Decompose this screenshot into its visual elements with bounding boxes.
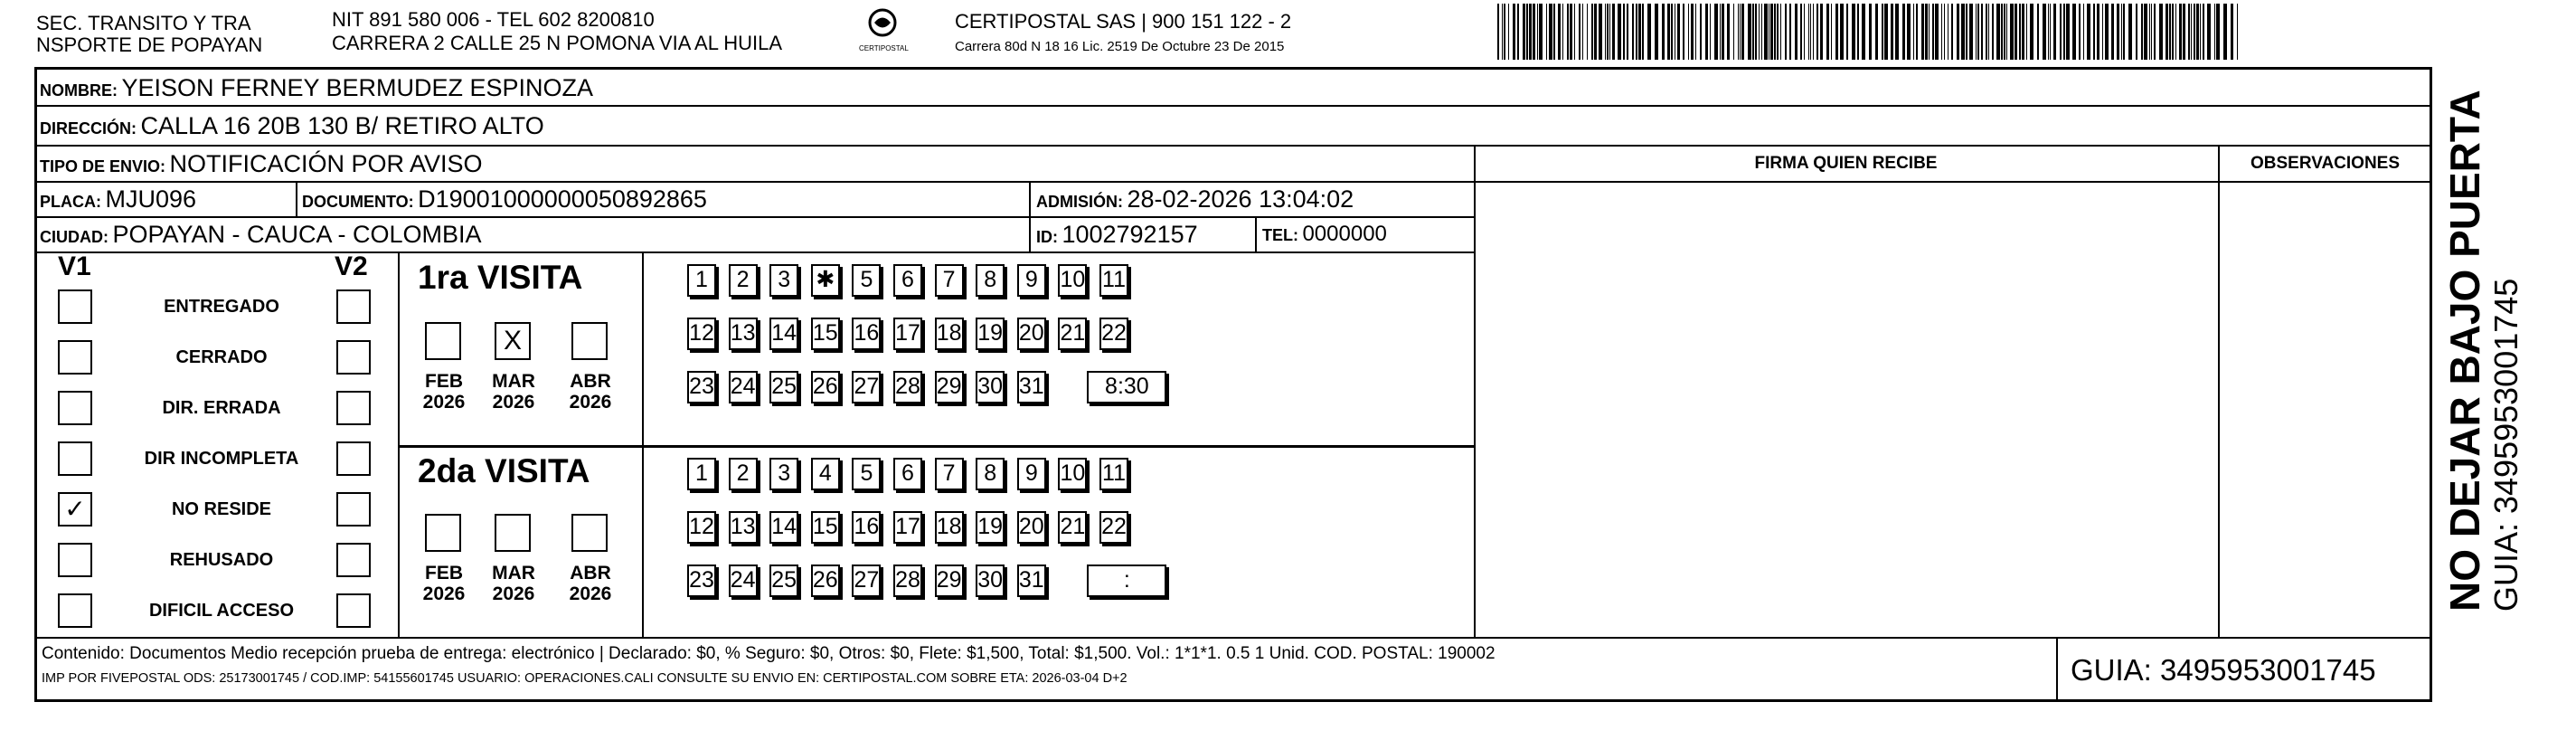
observaciones-column-header: OBSERVACIONES [2250, 154, 2401, 173]
id-label: ID: [1036, 228, 1058, 246]
day-box[interactable]: ✱ [811, 264, 840, 297]
status-label: DIR. ERRADA [162, 398, 281, 418]
day-box[interactable]: 12 [687, 318, 716, 350]
placa-value: MJU096 [105, 185, 196, 213]
sender-name-line1: SEC. TRANSITO Y TRA [36, 12, 251, 34]
month-name: ABR [570, 371, 611, 392]
day-box[interactable]: 28 [893, 371, 922, 403]
month-checkbox[interactable] [495, 514, 531, 552]
documento-value: D19001000000050892865 [418, 185, 707, 213]
month-name: MAR [492, 563, 535, 583]
side-warning: NO DEJAR BAJO PUERTA [2441, 90, 2488, 612]
documento-label: DOCUMENTO: [302, 193, 414, 211]
day-box[interactable]: 20 [1017, 318, 1046, 350]
v2-checkbox[interactable] [336, 289, 371, 324]
month-year: 2026 [422, 583, 466, 604]
day-box[interactable]: 17 [893, 511, 922, 544]
v2-checkbox[interactable] [336, 543, 371, 577]
day-box[interactable]: 8 [976, 458, 1005, 490]
month-checkbox[interactable] [571, 514, 608, 552]
barcode [1497, 4, 2248, 60]
v1-checkbox[interactable]: ✓ [58, 492, 92, 527]
day-box[interactable]: 19 [976, 318, 1005, 350]
time-box[interactable]: : [1087, 564, 1166, 597]
v2-checkbox[interactable] [336, 593, 371, 628]
ciudad-value: POPAYAN - CAUCA - COLOMBIA [112, 221, 482, 248]
day-box[interactable]: 8 [976, 264, 1005, 297]
id-value: 1002792157 [1062, 221, 1198, 248]
day-box[interactable]: 31 [1017, 371, 1046, 403]
v1-checkbox[interactable] [58, 289, 92, 324]
day-box[interactable]: 29 [935, 564, 964, 597]
v1-checkbox[interactable] [58, 543, 92, 577]
direccion-field [40, 110, 544, 146]
visit1-title: 1ra VISITA [418, 259, 583, 296]
day-box[interactable]: 13 [729, 511, 758, 544]
day-box[interactable]: 14 [769, 318, 798, 350]
day-box[interactable]: 5 [852, 264, 881, 297]
day-box[interactable]: 31 [1017, 564, 1046, 597]
day-box[interactable]: 9 [1017, 458, 1046, 490]
tel-label: TEL: [1262, 226, 1298, 244]
tipo-value: NOTIFICACIÓN POR AVISO [169, 150, 483, 177]
day-box[interactable]: 24 [729, 371, 758, 403]
v2-checkbox[interactable] [336, 492, 371, 527]
month-name: ABR [570, 563, 611, 583]
day-box[interactable]: 6 [893, 458, 922, 490]
day-box[interactable]: 15 [811, 511, 840, 544]
status-label: DIR INCOMPLETA [144, 449, 299, 469]
day-box[interactable]: 23 [687, 371, 716, 403]
day-box[interactable]: 18 [935, 318, 964, 350]
day-box[interactable]: 21 [1058, 511, 1087, 544]
certipostal-logo [859, 7, 909, 54]
v2-header: V2 [335, 251, 368, 281]
v2-checkbox[interactable] [336, 441, 371, 476]
ciudad-label: CIUDAD: [40, 228, 109, 246]
day-box[interactable]: 30 [976, 371, 1005, 403]
day-box[interactable]: 16 [852, 511, 881, 544]
sender-name-line2: NSPORTE DE POPAYAN [36, 33, 263, 56]
day-box[interactable]: 3 [769, 458, 798, 490]
day-box[interactable]: 24 [729, 564, 758, 597]
month-label [412, 371, 476, 413]
day-box[interactable]: 2 [729, 458, 758, 490]
day-box[interactable]: 1 [687, 458, 716, 490]
month-year: 2026 [492, 583, 535, 604]
tipo-field [40, 148, 483, 184]
day-box[interactable]: 5 [852, 458, 881, 490]
v1-checkbox[interactable] [58, 391, 92, 425]
day-box[interactable]: 23 [687, 564, 716, 597]
footer-guia: GUIA: 3495953001745 [2071, 653, 2376, 687]
day-box[interactable]: 15 [811, 318, 840, 350]
certipostal-logo-icon [859, 7, 906, 40]
company-address: Carrera 80d N 18 16 Lic. 2519 De Octubre 23 De 2015 [955, 39, 1285, 54]
admision-label: ADMISIÓN: [1036, 193, 1123, 211]
v1-checkbox[interactable] [58, 593, 92, 628]
direccion-value: CALLA 16 20B 130 B/ RETIRO ALTO [140, 112, 544, 139]
day-box[interactable]: 7 [935, 264, 964, 297]
month-checkbox[interactable] [425, 514, 461, 552]
month-year: 2026 [569, 583, 612, 604]
placa-field [40, 184, 196, 219]
day-box[interactable]: 2 [729, 264, 758, 297]
day-box[interactable]: 16 [852, 318, 881, 350]
month-label [559, 371, 622, 413]
day-box[interactable]: 29 [935, 371, 964, 403]
day-box[interactable]: 27 [852, 564, 881, 597]
status-label: CERRADO [175, 347, 268, 367]
day-box[interactable]: 26 [811, 371, 840, 403]
day-box[interactable]: 7 [935, 458, 964, 490]
month-name: FEB [425, 563, 463, 583]
placa-label: PLACA: [40, 193, 101, 211]
day-box[interactable]: 14 [769, 511, 798, 544]
v2-checkbox[interactable] [336, 340, 371, 375]
ciudad-field [40, 219, 482, 254]
day-box[interactable]: 28 [893, 564, 922, 597]
day-box[interactable]: 13 [729, 318, 758, 350]
status-label: DIFICIL ACCESO [148, 601, 294, 621]
footer-contents: Contenido: Documentos Medio recepción prueba de entrega: electrónico | Declarado: $0, % Seguro: $0, Otros: $0, Flete: $1,500, Total: $1,500. Vol.: 1*1*1. 0.5 1 Unid. COD. POSTAL: 190002 [42, 644, 1496, 663]
month-label [412, 563, 476, 604]
id-field [1036, 219, 1198, 254]
month-checkbox[interactable] [425, 322, 461, 360]
month-checkbox[interactable]: X [495, 322, 531, 360]
direccion-label: DIRECCIÓN: [40, 119, 137, 138]
tipo-label: TIPO DE ENVIO: [40, 157, 166, 176]
month-name: FEB [425, 371, 463, 392]
nombre-label: NOMBRE: [40, 81, 118, 100]
month-label [482, 371, 545, 413]
day-box[interactable]: 21 [1058, 318, 1087, 350]
admision-field [1036, 184, 1354, 219]
month-year: 2026 [422, 392, 466, 413]
day-box[interactable]: 12 [687, 511, 716, 544]
day-box[interactable]: 6 [893, 264, 922, 297]
firma-column-header: FIRMA QUIEN RECIBE [1754, 154, 1938, 173]
status-label: ENTREGADO [164, 297, 279, 317]
visit2-title: 2da VISITA [418, 452, 590, 489]
day-box[interactable]: 17 [893, 318, 922, 350]
day-box[interactable]: 30 [976, 564, 1005, 597]
barcode-bar [2238, 4, 2240, 60]
nombre-value: YEISON FERNEY BERMUDEZ ESPINOZA [121, 74, 594, 101]
day-box[interactable]: 26 [811, 564, 840, 597]
time-box[interactable]: 8:30 [1087, 371, 1166, 403]
day-box[interactable]: 11 [1099, 458, 1128, 490]
v1-checkbox[interactable] [58, 340, 92, 375]
company-line: CERTIPOSTAL SAS | 900 151 122 - 2 [955, 10, 1292, 33]
month-year: 2026 [492, 392, 535, 413]
day-box[interactable]: 22 [1099, 511, 1128, 544]
day-box[interactable]: 3 [769, 264, 798, 297]
v2-checkbox[interactable] [336, 391, 371, 425]
day-box[interactable]: 25 [769, 564, 798, 597]
day-box[interactable]: 20 [1017, 511, 1046, 544]
documento-field [302, 184, 707, 219]
day-box[interactable]: 4 [811, 458, 840, 490]
logo-text: CERTIPOSTAL [859, 44, 909, 52]
day-box[interactable]: 10 [1058, 458, 1087, 490]
side-guia: GUIA: 3495953001745 [2487, 278, 2524, 612]
month-name: MAR [492, 371, 535, 392]
day-box[interactable]: 27 [852, 371, 881, 403]
sender-address: CARRERA 2 CALLE 25 N POMONA VIA AL HUILA [332, 32, 783, 54]
status-label: REHUSADO [169, 550, 274, 570]
month-label [482, 563, 545, 604]
admision-value: 28-02-2026 13:04:02 [1127, 185, 1354, 213]
day-box[interactable]: 11 [1099, 264, 1128, 297]
day-box[interactable]: 22 [1099, 318, 1128, 350]
day-box[interactable]: 9 [1017, 264, 1046, 297]
day-box[interactable]: 25 [769, 371, 798, 403]
v1-checkbox[interactable] [58, 441, 92, 476]
month-label [559, 563, 622, 604]
v1-header: V1 [58, 251, 91, 281]
footer-print-info: IMP POR FIVEPOSTAL ODS: 25173001745 / COD.IMP: 54155601745 USUARIO: OPERACIONES.CALI CONSULTE SU ENVIO EN: CERTIPOSTAL.COM SOBRE ETA: 2026-03-04 D+2 [42, 671, 1128, 686]
day-box[interactable]: 18 [935, 511, 964, 544]
sender-nit: NIT 891 580 006 - TEL 602 8200810 [332, 8, 655, 31]
tel-value: 0000000 [1302, 222, 1387, 246]
day-box[interactable]: 10 [1058, 264, 1087, 297]
day-box[interactable]: 19 [976, 511, 1005, 544]
month-checkbox[interactable] [571, 322, 608, 360]
tel-field [1262, 219, 1387, 252]
day-box[interactable]: 1 [687, 264, 716, 297]
month-year: 2026 [569, 392, 612, 413]
status-label: NO RESIDE [171, 499, 272, 519]
nombre-field [40, 72, 593, 108]
